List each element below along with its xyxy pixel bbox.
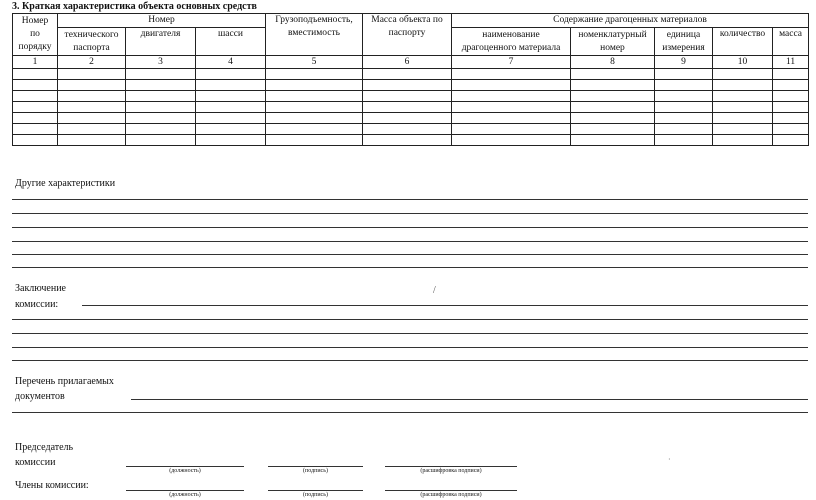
member-position-caption: (должность) <box>169 492 201 498</box>
column-number: 8 <box>571 56 655 69</box>
chairman-signature-caption: (подпись) <box>303 468 328 474</box>
header-order-number: Номер по порядку <box>13 14 58 56</box>
header-tech-passport: технического паспорта <box>58 28 126 56</box>
members-label: Члены комиссии: <box>15 480 89 491</box>
column-number: 2 <box>58 56 126 69</box>
attached-documents-line[interactable] <box>12 412 808 413</box>
column-number: 5 <box>266 56 363 69</box>
other-characteristics-line[interactable] <box>12 254 808 255</box>
attached-documents-line[interactable] <box>131 399 808 400</box>
header-capacity: Грузоподъемность, вместимость <box>266 14 363 56</box>
header-number-group: Номер <box>58 14 266 28</box>
pen-mark: · <box>668 455 671 464</box>
table-row[interactable] <box>13 135 809 146</box>
header-mass: масса <box>773 28 809 56</box>
column-number: 7 <box>452 56 571 69</box>
other-characteristics-line[interactable] <box>12 241 808 242</box>
table-row[interactable] <box>13 102 809 113</box>
member-signature-line[interactable] <box>268 490 363 491</box>
other-characteristics-line[interactable] <box>12 267 808 268</box>
chairman-decoding-line[interactable] <box>385 466 517 467</box>
column-number: 10 <box>713 56 773 69</box>
fixed-asset-characteristics-table <box>12 13 809 146</box>
other-characteristics-line[interactable] <box>12 213 808 214</box>
section-title: 3. Краткая характеристика объекта основных средств <box>12 1 257 12</box>
attached-documents-label: Перечень прилагаемых документов <box>15 376 114 402</box>
column-number: 4 <box>196 56 266 69</box>
table-row[interactable] <box>13 69 809 80</box>
header-mass-by-passport: Масса объекта по паспорту <box>363 14 452 56</box>
member-position-line[interactable] <box>126 490 244 491</box>
pen-mark: / <box>433 285 436 296</box>
member-signature-caption: (подпись) <box>303 492 328 498</box>
member-decoding-caption: (расшифровка подписи) <box>420 492 482 498</box>
chairman-decoding-caption: (расшифровка подписи) <box>420 468 482 474</box>
other-characteristics-line[interactable] <box>12 227 808 228</box>
header-engine: двигателя <box>126 28 196 56</box>
conclusion-line[interactable] <box>12 360 808 361</box>
header-unit: единица измерения <box>655 28 713 56</box>
header-quantity: количество <box>713 28 773 56</box>
table-row[interactable] <box>13 91 809 102</box>
column-number: 6 <box>363 56 452 69</box>
conclusion-line[interactable] <box>12 319 808 320</box>
column-number: 3 <box>126 56 196 69</box>
column-number: 11 <box>773 56 809 69</box>
table-row[interactable] <box>13 80 809 91</box>
column-number: 9 <box>655 56 713 69</box>
other-characteristics-label: Другие характеристики <box>15 178 116 189</box>
column-number: 1 <box>13 56 58 69</box>
header-precious-materials: Содержание драгоценных материалов <box>452 14 809 28</box>
conclusion-line[interactable] <box>12 333 808 334</box>
chairman-position-line[interactable] <box>126 466 244 467</box>
chairman-position-caption: (должность) <box>169 468 201 474</box>
conclusion-label: Заключение комиссии: <box>15 283 66 310</box>
header-precious-material-name: наименование драгоценного материала <box>452 28 571 56</box>
header-chassis: шасси <box>196 28 266 56</box>
other-characteristics-line[interactable] <box>12 199 808 200</box>
header-nomenclature-number: номенклатурный номер <box>571 28 655 56</box>
table-row[interactable] <box>13 113 809 124</box>
chairman-signature-line[interactable] <box>268 466 363 467</box>
table-row[interactable] <box>13 124 809 135</box>
member-decoding-line[interactable] <box>385 490 517 491</box>
conclusion-line[interactable] <box>82 305 808 306</box>
chairman-label: Председатель комиссии <box>15 442 74 468</box>
conclusion-line[interactable] <box>12 347 808 348</box>
